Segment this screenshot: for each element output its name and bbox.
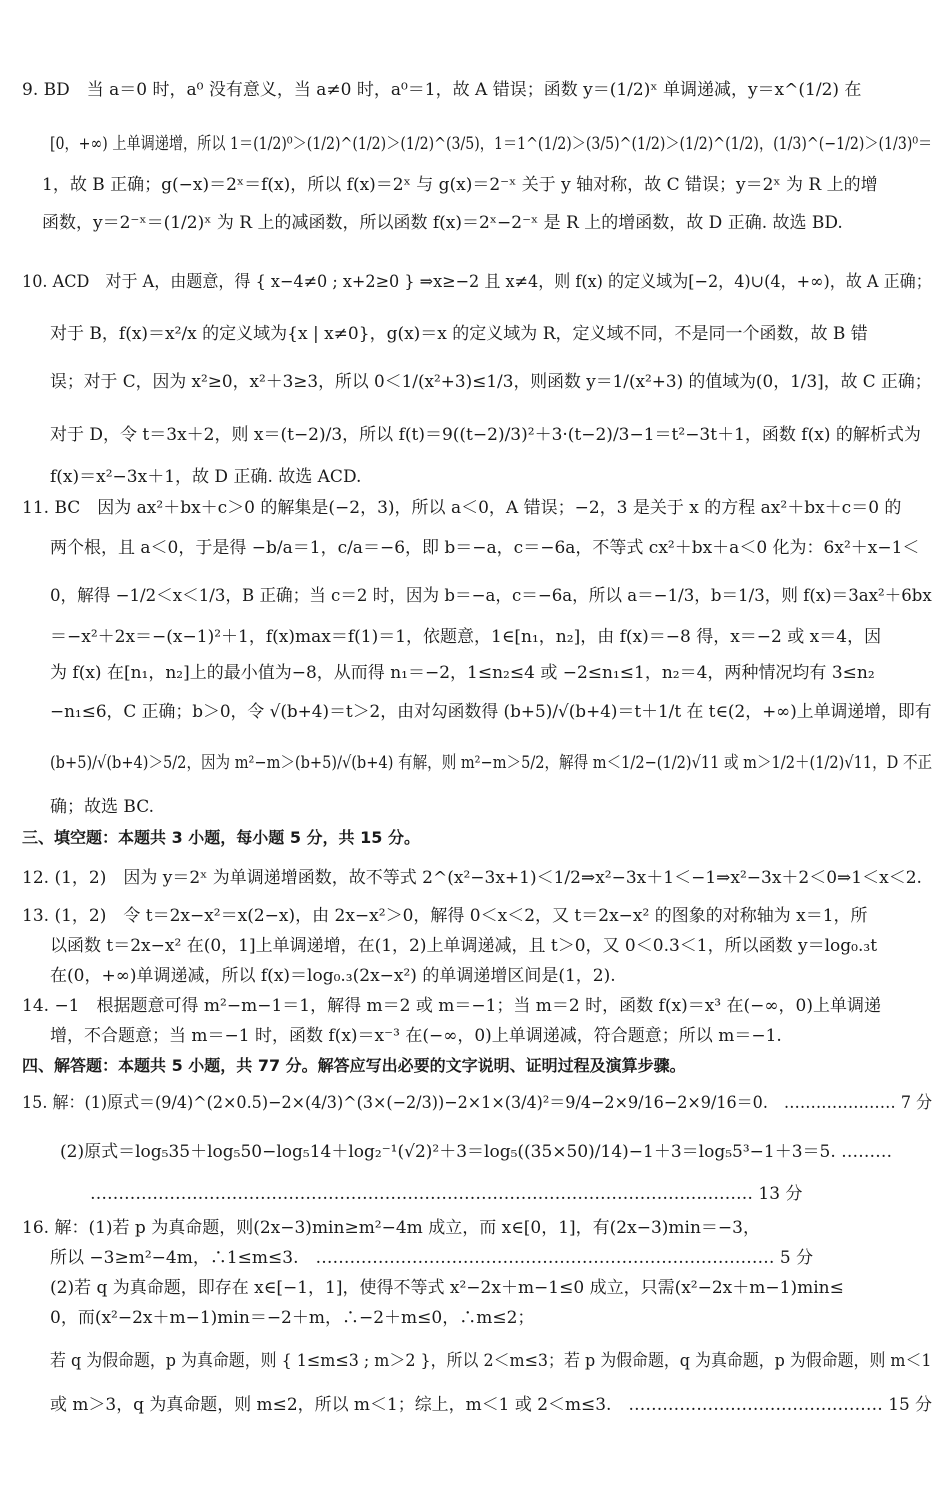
q10-line-1: 10. ACD 对于 A，由题意，得 { x−4≠0 ; x+2≥0 } ⇒x≥−2 且 x≠4，则 f(x) 的定义域为[−2，4)∪(4，+∞)，故 A 正确； (22, 272, 932, 292)
q11-line-2: 两个根，且 a＜0，于是得 −b/a＝1，c/a＝−6，即 b＝−a，c＝−6a，不等式 cx²＋bx＋a＜0 化为：6x²＋x−1＜ (50, 538, 920, 558)
q15-line-2: (2)原式＝log₅35＋log₅50−log₅14＋log₂⁻¹(√2)²＋3＝log₅((35×50)/14)−1＋3＝log₅5³−1＋3＝5. ……… (60, 1142, 893, 1162)
q14-line-2: 增，不合题意；当 m＝−1 时，函数 f(x)＝x⁻³ 在(−∞，0)上单调递减，符合题意；所以 m＝−1. (50, 1026, 782, 1046)
q9-line-2: [0，+∞) 上单调递增，所以 1＝(1/2)⁰＞(1/2)^(1/2)＞(1/2)^(3/5)，1＝1^(1/2)＞(3/5)^(1/2)＞(1/2)^(1/2)，(1/3)^(−1/2)＞(1/3)⁰＝ (50, 134, 933, 154)
q11-line-3: 0，解得 −1/2＜x＜1/3，B 正确；当 c＝2 时，因为 b＝−a，c＝−6a，所以 a＝−1/3，b＝1/3，则 f(x)＝3ax²＋6bx (50, 586, 932, 606)
section-3-heading: 三、填空题：本题共 3 小题，每小题 5 分，共 15 分。 (22, 828, 420, 847)
q11-line-1: 11. BC 因为 ax²＋bx＋c＞0 的解集是(−2，3)，所以 a＜0，A 错误；−2，3 是关于 x 的方程 ax²＋bx＋c＝0 的 (22, 498, 902, 518)
q9-line-3: 1，故 B 正确；g(−x)＝2ˣ＝f(x)，所以 f(x)＝2ˣ 与 g(x)＝2⁻ˣ 关于 y 轴对称，故 C 错误；y＝2ˣ 为 R 上的增 (42, 175, 878, 195)
q16-line-4: 0，而(x²−2x＋m−1)min＝−2＋m，∴−2＋m≤0，∴m≤2； (50, 1308, 535, 1328)
q16-line-5: 若 q 为假命题，p 为真命题，则 { 1≤m≤3 ; m＞2 }，所以 2＜m≤3；若 p 为假命题，q 为真命题，p 为假命题，则 m＜1 (50, 1351, 932, 1371)
q11-line-4: ＝−x²＋2x＝−(x−1)²＋1，f(x)max＝f(1)＝1，依题意，1∈[n₁，n₂]，由 f(x)＝−8 得，x＝−2 或 x＝4，因 (50, 627, 882, 647)
q12-line: 12. (1，2) 因为 y＝2ˣ 为单调递增函数，故不等式 2^(x²−3x+1)＜1/2⇒x²−3x＋1＜−1⇒x²−3x＋2＜0⇒1＜x＜2. (22, 868, 922, 888)
q11-line-7: (b+5)/√(b+4)＞5/2，因为 m²−m＞(b+5)/√(b+4) 有解，则 m²−m＞5/2，解得 m＜1/2−(1/2)√11 或 m＞1/2＋(1/2)√11，D 不正 (50, 753, 933, 773)
q9-line-4: 函数，y＝2⁻ˣ＝(1/2)ˣ 为 R 上的减函数，所以函数 f(x)＝2ˣ−2⁻ˣ 是 R 上的增函数，故 D 正确. 故选 BD. (42, 213, 843, 233)
q16-line-3: (2)若 q 为真命题，即存在 x∈[−1，1]，使得不等式 x²−2x＋m−1≤0 成立，只需(x²−2x＋m−1)min≤ (50, 1278, 844, 1298)
q11-line-6: −n₁≤6，C 正确；b＞0，令 √(b+4)＝t＞2，由对勾函数得 (b+5)/√(b+4)＝t＋1/t 在 t∈(2，+∞)上单调递增，即有 (50, 702, 932, 722)
q13-line-3: 在(0，+∞)单调递减，所以 f(x)＝log₀.₃(2x−x²) 的单调递增区间是(1，2). (50, 966, 616, 986)
q11-line-5: 为 f(x) 在[n₁，n₂]上的最小值为−8，从而得 n₁＝−2，1≤n₂≤4 或 −2≤n₁≤1，n₂＝4，两种情况均有 3≤n₂ (50, 663, 875, 683)
q15-line-1: 15. 解：(1)原式＝(9/4)^(2×0.5)−2×(4/3)^(3×(−2/3))−2×1×(3/4)²＝9/4−2×9/16−2×9/16＝0. ………………… 7 分 (22, 1093, 933, 1113)
q15-line-3: ……………………………………………………………………………………………………… 13 分 (90, 1184, 803, 1204)
q11-line-8: 确；故选 BC. (50, 797, 155, 817)
q16-line-2: 所以 −3≥m²−4m，∴1≤m≤3. ……………………………………………………………………… 5 分 (50, 1248, 814, 1268)
q16-line-1: 16. 解：(1)若 p 为真命题，则(2x−3)min≥m²−4m 成立，而 x∈[0，1]，有(2x−3)min＝−3， (22, 1218, 760, 1238)
q10-line-4: 对于 D，令 t＝3x＋2，则 x＝(t−2)/3，所以 f(t)＝9((t−2)/3)²＋3·(t−2)/3−1＝t²−3t＋1，函数 f(x) 的解析式为 (50, 425, 921, 445)
q13-line-1: 13. (1，2) 令 t＝2x−x²＝x(2−x)，由 2x−x²＞0，解得 0＜x＜2，又 t＝2x−x² 的图象的对称轴为 x＝1，所 (22, 906, 868, 926)
q13-line-2: 以函数 t＝2x−x² 在(0，1]上单调递增，在(1，2)上单调递减，且 t＞0，又 0＜0.3＜1，所以函数 y＝log₀.₃t (50, 936, 878, 956)
q9-line-1: 9. BD 当 a＝0 时，a⁰ 没有意义，当 a≠0 时，a⁰＝1，故 A 错误；函数 y＝(1/2)ˣ 单调递减，y＝x^(1/2) 在 (22, 80, 862, 100)
q14-line-1: 14. −1 根据题意可得 m²−m−1＝1，解得 m＝2 或 m＝−1；当 m＝2 时，函数 f(x)＝x³ 在(−∞，0)上单调递 (22, 996, 881, 1016)
q10-line-3: 误；对于 C，因为 x²≥0，x²＋3≥3，所以 0＜1/(x²+3)≤1/3，则函数 y＝1/(x²+3) 的值域为(0，1/3]，故 C 正确； (50, 372, 932, 392)
q16-line-6: 或 m＞3，q 为真命题，则 m≤2，所以 m＜1；综上，m＜1 或 2＜m≤3. ……………………………………… 15 分 (50, 1395, 933, 1415)
section-4-heading: 四、解答题：本题共 5 小题，共 77 分。解答应写出必要的文字说明、证明过程及演算步骤。 (22, 1056, 686, 1075)
q10-line-5: f(x)＝x²−3x＋1，故 D 正确. 故选 ACD. (50, 467, 362, 487)
q10-line-2: 对于 B，f(x)＝x²/x 的定义域为{x | x≠0}，g(x)＝x 的定义域为 R，定义域不同，不是同一个函数，故 B 错 (50, 324, 868, 344)
